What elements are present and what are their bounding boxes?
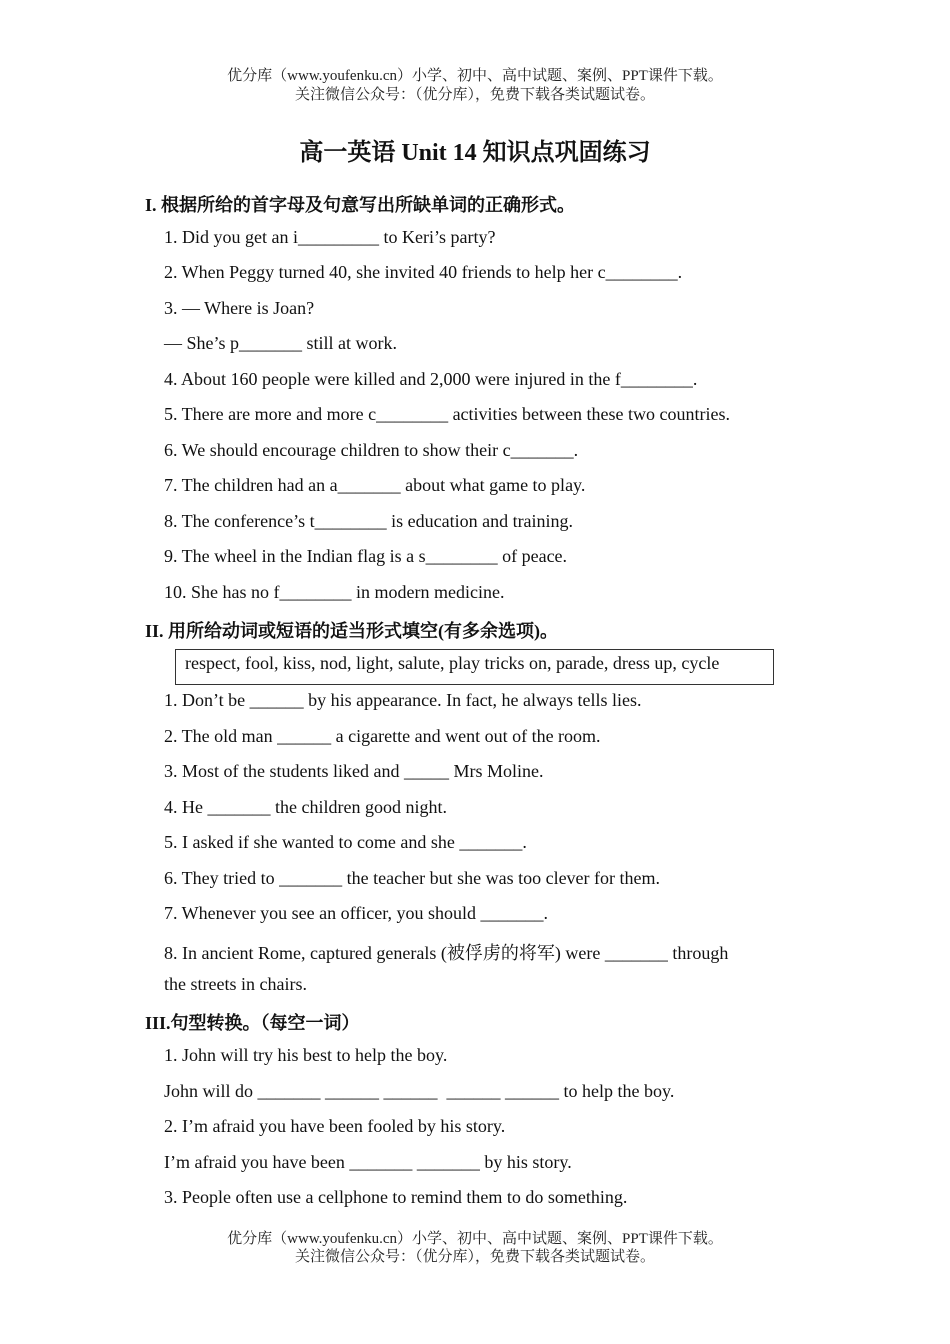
page-title: 高一英语 Unit 14 知识点巩固练习: [299, 140, 651, 166]
s1-line-5: 4. About 160 people were killed and 2,000 were injured in the f________.: [164, 369, 698, 389]
s1-line-1: 1. Did you get an i_________ to Keri’s party?: [164, 227, 496, 247]
s3-line-5: 3. People often use a cellphone to remind them to do something.: [164, 1187, 628, 1207]
s1-line-6: 5. There are more and more c________ activities between these two countries.: [164, 404, 730, 424]
s2-line-4: 4. He _______ the children good night.: [164, 797, 447, 817]
s1-line-4: — She’s p_______ still at work.: [164, 333, 397, 353]
header-line-2: 关注微信公众号：（优分库），免费下载各类试题试卷。: [294, 87, 655, 103]
s1-line-2: 2. When Peggy turned 40, she invited 40 friends to help her c________.: [164, 262, 683, 282]
s1-line-11: 10. She has no f________ in modern medicine.: [164, 582, 505, 602]
s2-line-2: 2. The old man ______ a cigarette and went out of the room.: [164, 726, 601, 746]
s1-line-3: 3. — Where is Joan?: [164, 298, 315, 318]
s1-line-7: 6. We should encourage children to show their c_______.: [164, 440, 579, 460]
s2-line-9: the streets in chairs.: [164, 974, 307, 994]
s3-line-2: John will do _______ ______ ______ ______ ______ to help the boy.: [164, 1081, 675, 1101]
s1-line-8: 7. The children had an a_______ about what game to play.: [164, 475, 586, 495]
section-1-heading: I. 根据所给的首字母及句意写出所缺单词的正确形式。: [145, 195, 576, 215]
s2-line-8: 8. In ancient Rome, captured generals (被俘虏的将军) were _______ through: [164, 943, 729, 963]
header-line-1: 优分库（www.youfenku.cn）小学、初中、高中试题、案例、PPT课件下载。: [227, 68, 723, 84]
s1-line-10: 9. The wheel in the Indian flag is a s________ of peace.: [164, 546, 568, 566]
s2-line-5: 5. I asked if she wanted to come and she _______.: [164, 832, 527, 852]
s3-line-4: I’m afraid you have been _______ _______ by his story.: [164, 1152, 572, 1172]
s3-line-3: 2. I’m afraid you have been fooled by his story.: [164, 1116, 506, 1136]
word-bank-box: respect, fool, kiss, nod, light, salute, play tricks on, parade, dress up, cycle: [175, 649, 774, 685]
s2-line-1: 1. Don’t be ______ by his appearance. In fact, he always tells lies.: [164, 690, 642, 710]
s3-line-1: 1. John will try his best to help the boy.: [164, 1045, 448, 1065]
section-2-heading: II. 用所给动词或短语的适当形式填空(有多余选项)。: [145, 621, 558, 641]
s2-line-3: 3. Most of the students liked and _____ Mrs Moline.: [164, 761, 544, 781]
section-3-heading: III.句型转换。（每空一词）: [145, 1013, 360, 1033]
s2-line-6: 6. They tried to _______ the teacher but she was too clever for them.: [164, 868, 661, 888]
footer-line-2: 关注微信公众号：（优分库），免费下载各类试题试卷。: [294, 1249, 655, 1265]
s1-line-9: 8. The conference’s t________ is education and training.: [164, 511, 574, 531]
footer-line-1: 优分库（www.youfenku.cn）小学、初中、高中试题、案例、PPT课件下载。: [227, 1231, 723, 1247]
s2-line-7: 7. Whenever you see an officer, you should _______.: [164, 903, 549, 923]
